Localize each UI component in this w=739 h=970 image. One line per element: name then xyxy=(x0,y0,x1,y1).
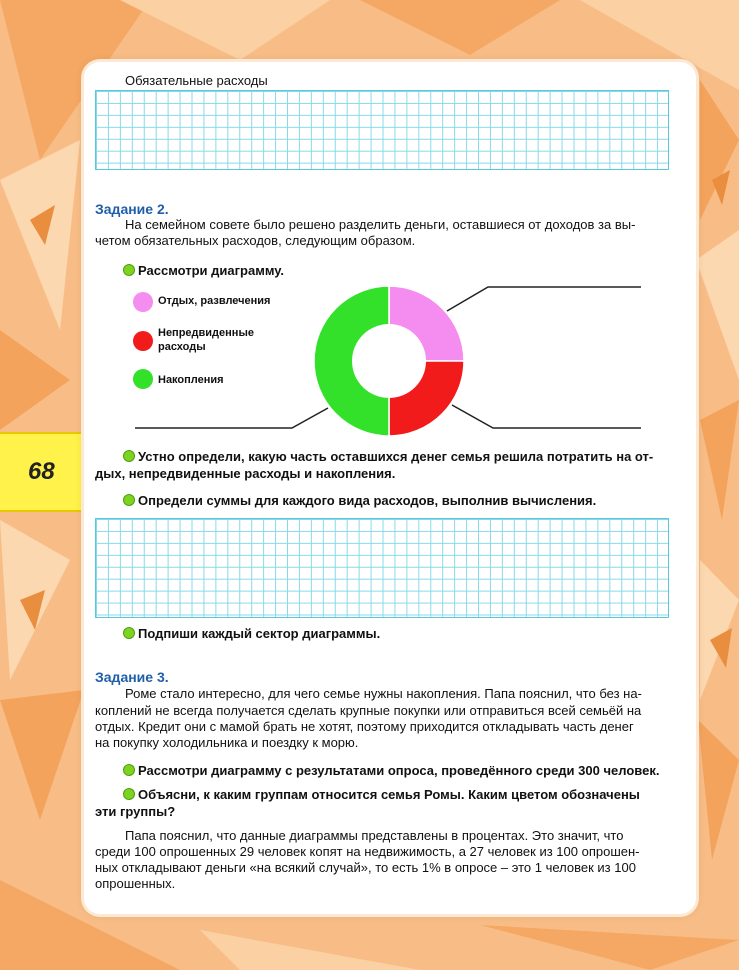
bullet-survey-text: Рассмотри диаграмму с результатами опроса, проведённого среди 300 человек. xyxy=(138,763,660,778)
bullet-explain-line1 xyxy=(123,786,640,803)
bullet-icon xyxy=(123,494,135,506)
bullet-oral-line2: дых, непредвиденные расходы и накопления. xyxy=(95,466,396,481)
bullet-icon xyxy=(123,450,135,462)
legend-label-unforeseen-line2: расходы xyxy=(158,341,206,353)
final-text-line2: среди 100 опрошенных 29 человек копят на недвижимость, а 27 человек из 100 опрошен- xyxy=(95,844,640,859)
bullet-survey xyxy=(123,762,659,779)
answer-line-savings[interactable] xyxy=(135,408,328,428)
task3-text-line3: отдых. Кредит они с мамой брать не хотят, поэтому приходится откладывать часть денег xyxy=(95,719,634,734)
task2-title: Задание 2. xyxy=(95,201,169,217)
answer-line-leisure[interactable] xyxy=(447,287,641,311)
final-text-line3: ных откладывают деньги «на всякий случай», то есть 1% в опросе – это 1 человек из 100 xyxy=(95,860,636,875)
task2-text-line2: четом обязательных расходов, следующим образом. xyxy=(95,233,416,248)
bullet-view-diagram-text: Рассмотри диаграмму. xyxy=(138,263,284,278)
task3-text-line1: Роме стало интересно, для чего семье нужны накопления. Папа пояснил, что без на- xyxy=(125,686,642,701)
legend-label-leisure: Отдых, развлечения xyxy=(158,295,271,307)
bullet-sums-text: Определи суммы для каждого вида расходов, выполнив вычисления. xyxy=(138,493,597,508)
bullet-sign-sectors-text: Подпиши каждый сектор диаграммы. xyxy=(138,626,381,641)
legend-label-savings: Накопления xyxy=(158,374,224,386)
bullet-explain-line1-text: Объясни, к каким группам относится семья Ромы. Каким цветом обозначены xyxy=(138,787,640,802)
bullet-icon xyxy=(123,764,135,776)
final-text-line1: Папа пояснил, что данные диаграммы представлены в процентах. Это значит, что xyxy=(125,828,624,843)
answer-line-unforeseen[interactable] xyxy=(452,405,641,428)
legend-label-unforeseen-line1: Непредвиденные xyxy=(158,327,254,339)
task3-text-line2: коплений не всегда получается сделать крупные покупки или отправиться всей семьёй на xyxy=(95,703,642,718)
task3-title: Задание 3. xyxy=(95,669,169,685)
bullet-sums xyxy=(123,492,596,509)
answer-grid-calculations[interactable] xyxy=(95,518,669,618)
page-number: 68 xyxy=(28,458,55,485)
bullet-oral-line1-text: Устно определи, какую часть оставшихся денег семья решила потратить на от- xyxy=(138,449,654,464)
bullet-icon xyxy=(123,627,135,639)
bullet-explain-line2: эти группы? xyxy=(95,804,176,819)
final-text-line4: опрошенных. xyxy=(95,876,176,891)
bullet-oral-line1 xyxy=(123,448,688,465)
bullet-icon xyxy=(123,788,135,800)
bullet-sign-sectors xyxy=(123,625,380,642)
task2-text-line1: На семейном совете было решено разделить деньги, оставшиеся от доходов за вы- xyxy=(125,217,636,232)
mandatory-expenses-label: Обязательные расходы xyxy=(125,73,268,88)
task3-text-line4: на покупку холодильника и поездку к морю. xyxy=(95,735,359,750)
donut-hole xyxy=(352,324,426,398)
